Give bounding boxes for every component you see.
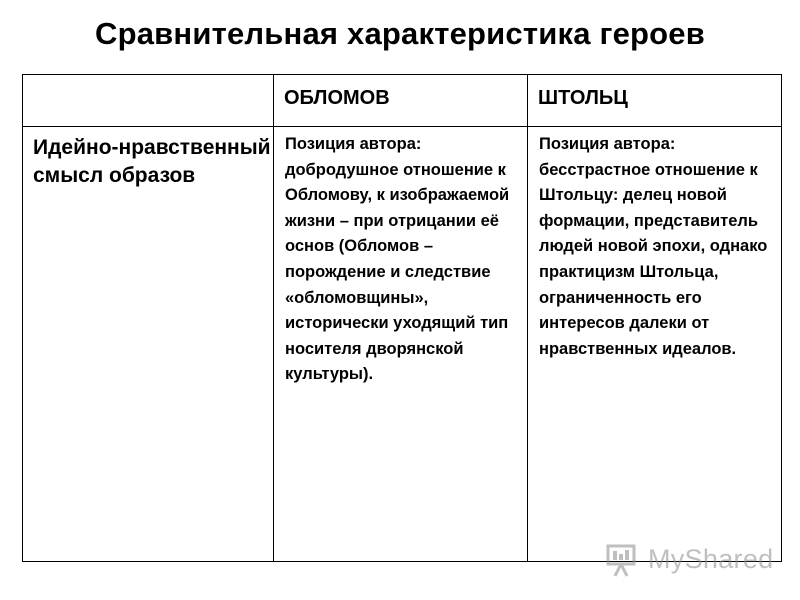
row-label: Идейно-нравственный смысл образов: [33, 136, 271, 187]
table-row: [23, 127, 782, 562]
header-empty-cell: [23, 75, 274, 127]
table-header-row: [23, 75, 782, 127]
watermark: [604, 540, 774, 580]
header-oblomov-cell: [274, 75, 528, 127]
stolz-description: Позиция автора: бесстрастное отношение к Штольцу: делец новой формации, представитель людей новой эпохи, однако практицизм Штольца, ограниченность его интересов далеки от нравственных идеалов.: [539, 135, 768, 358]
header-stolz: ШТОЛЬЦ: [538, 87, 628, 109]
header-stolz-cell: [528, 75, 782, 127]
header-empty-text: [23, 75, 273, 87]
oblomov-cell: [274, 127, 528, 562]
comparison-table: [22, 74, 782, 562]
slide-title: Сравнительная характеристика героев: [94, 16, 705, 51]
row-label-cell: [23, 127, 274, 562]
oblomov-description: Позиция автора: добродушное отношение к Обломову, к изображаемой жизни – при отрицании её основ (Обломов – порождение и следствие «обломовщины», исторически уходящий тип носителя дворянской культуры).: [285, 135, 510, 384]
presentation-icon: [604, 540, 644, 580]
stolz-cell: [528, 127, 782, 562]
watermark-text: MyShared: [648, 544, 774, 574]
header-oblomov: ОБЛОМОВ: [284, 87, 390, 109]
